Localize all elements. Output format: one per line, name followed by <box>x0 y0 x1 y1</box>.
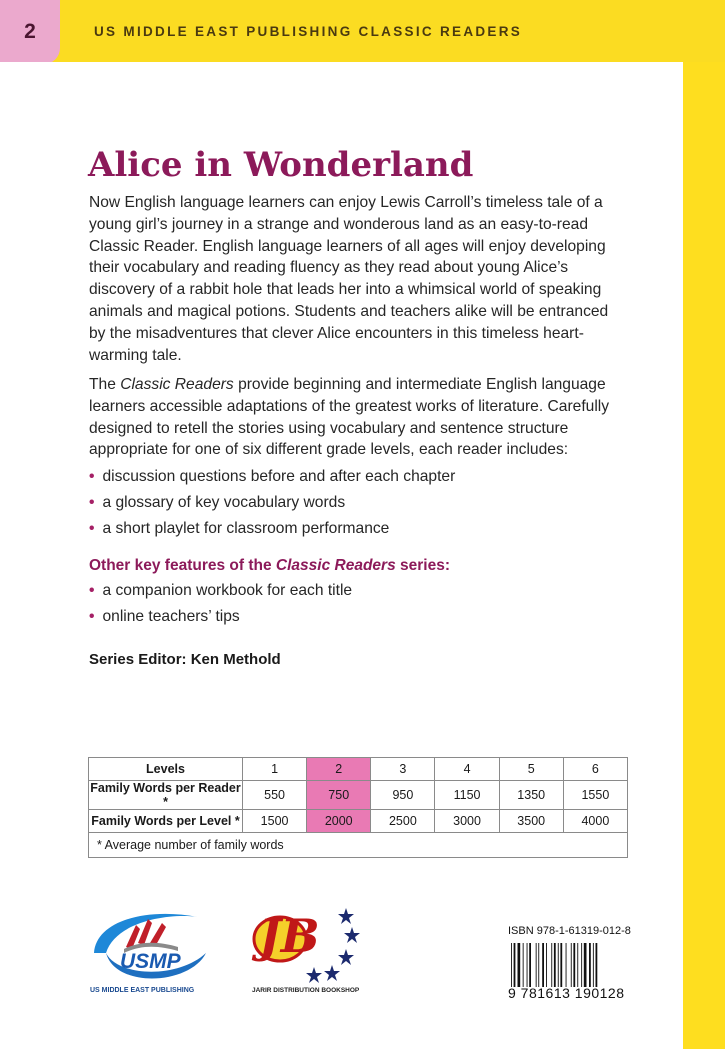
usmp-logo <box>86 903 214 998</box>
paragraph-2-prefix: The <box>89 376 121 393</box>
isbn-barcode <box>508 925 634 1003</box>
features-list <box>89 581 352 633</box>
book-title: Alice in Wonderland <box>88 145 474 185</box>
table-cell: 3 <box>371 758 435 781</box>
table-row <box>89 781 628 810</box>
table-cell: 4000 <box>563 810 627 833</box>
yellow-spine-strip <box>683 62 725 1049</box>
level-number: 2 <box>24 20 36 43</box>
table-cell-highlighted: 2000 <box>307 810 371 833</box>
table-cell: 1 <box>243 758 307 781</box>
list-item: • online teachers’ tips <box>89 608 240 625</box>
jarir-logo <box>242 903 362 998</box>
jarir-logo-text: JB <box>259 909 320 963</box>
features-heading: Other key features of the Classic Readers series: <box>89 557 450 574</box>
bullet-dot-icon: • <box>89 494 95 511</box>
table-cell: 3500 <box>499 810 563 833</box>
table-cell: 3000 <box>435 810 499 833</box>
table-row <box>89 810 628 833</box>
table-row <box>89 833 628 858</box>
usmp-logo-text: USMP <box>120 950 181 973</box>
jarir-caption: JARIR DISTRIBUTION BOOKSHOP <box>252 987 360 994</box>
row-header: Family Words per Level * <box>89 810 243 833</box>
table-cell: 6 <box>563 758 627 781</box>
list-item: • a glossary of key vocabulary words <box>89 494 346 511</box>
table-cell: 1500 <box>243 810 307 833</box>
series-name: US MIDDLE EAST PUBLISHING CLASSIC READERS <box>94 24 523 39</box>
list-item: • discussion questions before and after each chapter <box>89 468 456 485</box>
includes-list <box>89 467 455 545</box>
features-heading-italic: Classic Readers <box>275 557 396 574</box>
level-badge <box>0 0 60 64</box>
row-header: Family Words per Reader * <box>90 781 241 809</box>
table-cell: 550 <box>243 781 307 810</box>
bullet-dot-icon: • <box>89 582 95 599</box>
table-cell: 950 <box>371 781 435 810</box>
classic-readers-italic: Classic Readers <box>120 376 234 393</box>
bullet-dot-icon: • <box>89 608 95 625</box>
table-cell: 1150 <box>435 781 499 810</box>
isbn-label: ISBN 978-1-61319-012-8 <box>508 925 631 937</box>
table-cell: 1350 <box>499 781 563 810</box>
paragraph-2-suffix: provide beginning and intermediate English language learners accessible adaptations of the greatest works of literature. Carefully designed to retell the stories using vocabulary and sentence structure appropriate for one of six different grade levels, each reader includes: <box>89 376 610 459</box>
bullet-dot-icon: • <box>89 468 95 485</box>
table-footnote: * Average number of family words <box>89 833 628 858</box>
table-row <box>89 758 628 781</box>
list-item: • a companion workbook for each title <box>89 582 353 599</box>
row-header: Levels <box>89 758 243 781</box>
barcode-number: 9 781613 190128 <box>508 985 625 1001</box>
table-cell: 4 <box>435 758 499 781</box>
bullet-dot-icon: • <box>89 520 95 537</box>
series-editor: Series Editor: Ken Methold <box>89 651 281 668</box>
table-cell: 2500 <box>371 810 435 833</box>
list-item: • a short playlet for classroom performance <box>89 520 390 537</box>
levels-table <box>88 757 628 858</box>
table-cell: 1550 <box>563 781 627 810</box>
table-cell-highlighted: 750 <box>307 781 371 810</box>
barcode-icon <box>511 943 631 987</box>
table-cell: 5 <box>499 758 563 781</box>
usmp-caption: US MIDDLE EAST PUBLISHING <box>90 987 195 994</box>
description-paragraph-1: Now English language learners can enjoy Lewis Carroll’s timeless tale of a young girl’s journey in a strange and wonderous land as an easy-to-read Classic Reader. English language learners of all ages will enjoy developing their vocabulary and reading fluency as they read about young Alice’s discovery of a rabbit hole that leads her into a whimsical world of speaking animals and magical potions. Students and teachers alike will be entranced by the misadventures that clever Alice encounters in this timeless heart- warming tale. <box>89 194 609 364</box>
description-paragraph-2 <box>89 374 629 461</box>
table-cell-highlighted: 2 <box>307 758 371 781</box>
